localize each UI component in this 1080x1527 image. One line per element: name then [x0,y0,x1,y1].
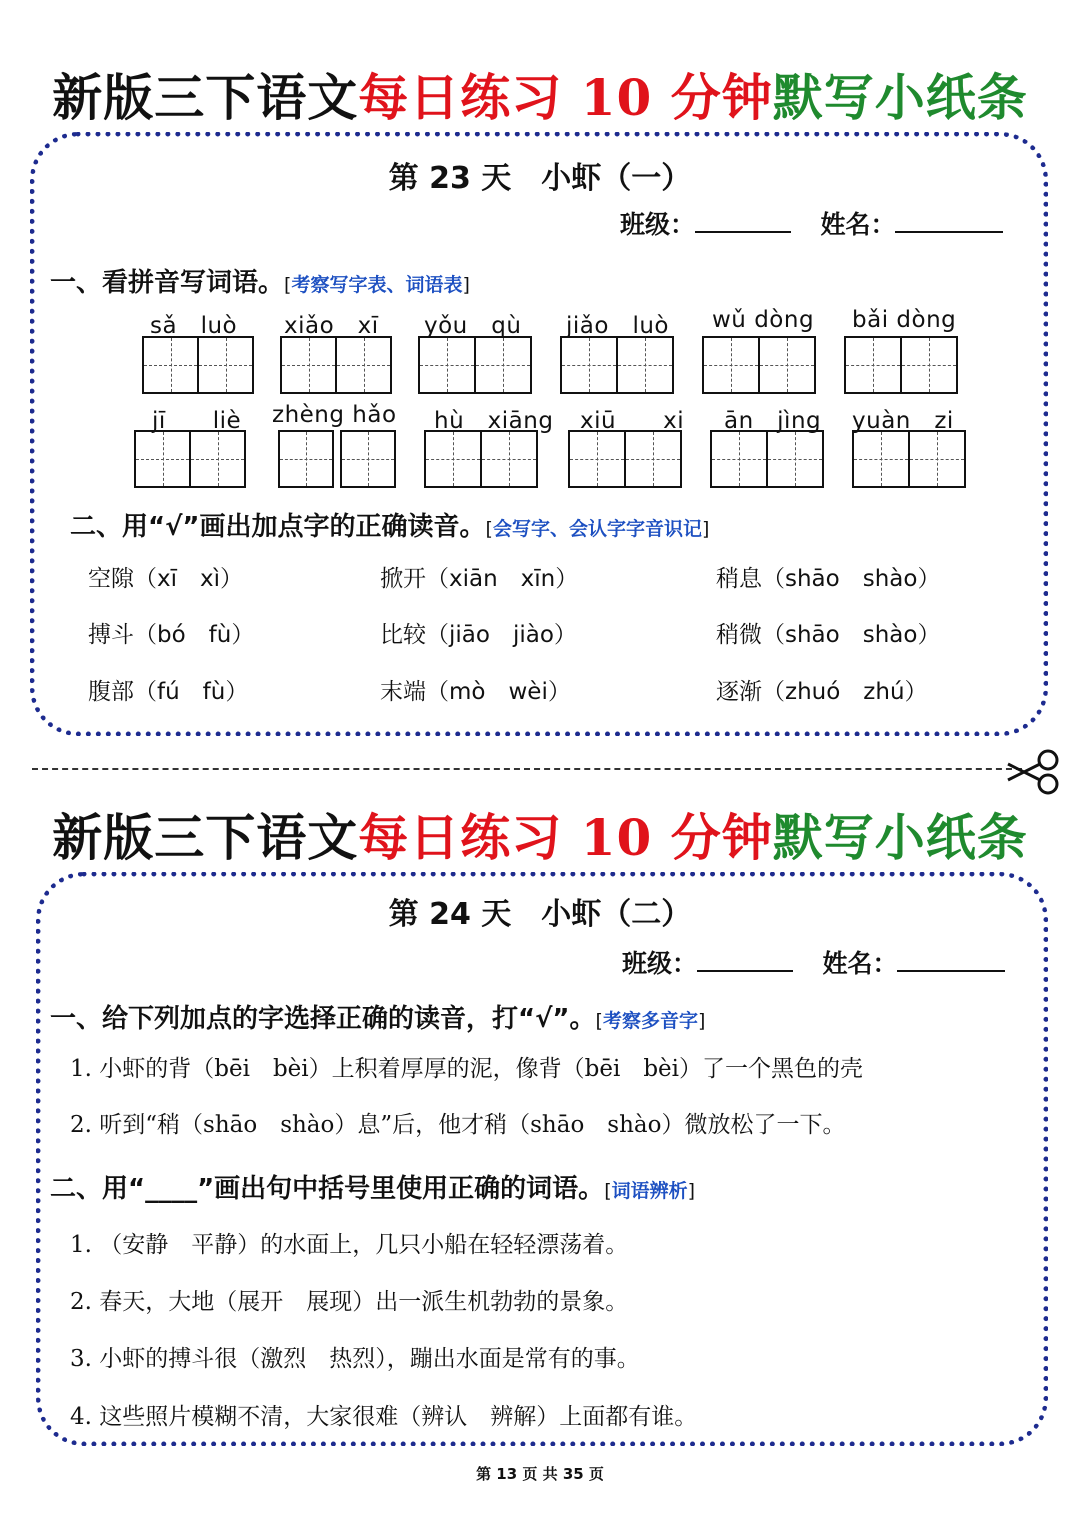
cut-line [32,768,1022,770]
writing-grid[interactable] [278,430,334,488]
writing-grid[interactable] [280,336,392,394]
tag-bracket: ] [687,1180,696,1202]
section1-tag: 考察写字表、词语表 [291,274,463,296]
pinyin-label: hù xiāng [434,408,554,434]
item-pinyin-options[interactable]: （shāo shào） [762,566,941,592]
reading-item [88,673,248,706]
name-label: 姓名： [822,949,898,978]
section2-title-text: 二、用“√”画出加点字的正确读音。 [70,512,486,542]
item-word: 逐渐 [716,679,762,705]
scissors-icon [1004,748,1064,796]
item-word: 稍微 [716,622,762,648]
writing-grid[interactable] [142,336,254,394]
header-black-text: 新版三下语文 [52,68,359,127]
class-blank[interactable] [695,227,791,233]
pinyin-label: bǎi dòng [852,307,957,333]
tag-bracket: [ [595,1010,603,1032]
section2-title-text: 二、用“____”画出句中括号里使用正确的词语。 [50,1174,605,1204]
card1-section1-title [50,262,470,299]
header-black-text: 新版三下语文 [52,808,359,867]
header-green-text: 默写小纸条 [772,808,1028,867]
section1-title-text: 一、给下列加点的字选择正确的读音，打“√”。 [50,1004,596,1034]
reading-item [716,560,940,593]
reading-item [88,616,254,649]
item-pinyin-options[interactable]: （shāo shào） [762,622,941,648]
page-header-2 [0,798,1080,870]
card2-title: 第 24 天 小虾（二） [388,897,692,932]
word-choice-item[interactable]: 4. 这些照片模糊不清，大家很难（辨认 辨解）上面都有谁。 [70,1404,698,1430]
item-word: 比较 [380,622,426,648]
card1-class-name-row [620,205,1003,241]
polyphone-item[interactable]: 1. 小虾的背（bēi bèi）上积着厚厚的泥，像背（bēi bèi）了一个黑色的壳 [70,1056,864,1082]
class-label: 班级： [622,949,698,978]
pinyin-label: sǎ luò [150,313,238,339]
writing-grid[interactable] [424,430,538,488]
page-number: 第 13 页 共 35 页 [476,1465,604,1483]
item-pinyin-options[interactable]: （fú fù） [134,679,249,705]
item-word: 搏斗 [88,622,134,648]
word-choice-item[interactable]: 3. 小虾的搏斗很（激烈 热烈），蹦出水面是常有的事。 [70,1346,640,1372]
card2-section2-title [50,1168,695,1205]
section1-title-text: 一、看拼音写词语。 [50,268,285,298]
pinyin-label: ān jìng [724,408,822,434]
class-blank[interactable] [697,966,793,972]
name-label: 姓名： [820,210,896,239]
writing-grid[interactable] [134,430,246,488]
word-choice-item[interactable]: 2. 春天，大地（展开 展现）出一派生机勃勃的景象。 [70,1289,629,1315]
writing-grid[interactable] [568,430,682,488]
card1-section2-title [70,506,709,543]
header-green-text: 默写小纸条 [772,68,1028,127]
tag-bracket: [ [604,1180,612,1202]
writing-grid[interactable] [844,336,958,394]
item-word: 空隙 [88,566,134,592]
card2-class-name-row [622,944,1005,980]
item-pinyin-options[interactable]: （xī xì） [134,566,244,592]
item-word: 末端 [380,679,426,705]
card2-section1-title [50,998,705,1035]
name-blank[interactable] [897,966,1005,972]
reading-item [716,673,928,706]
item-word: 腹部 [88,679,134,705]
writing-grid[interactable] [852,430,966,488]
pinyin-label: xiū xi [580,408,685,434]
header-red-text: 每日练习 10 分钟 [358,68,773,127]
pinyin-label: xiǎo xī [284,313,379,339]
class-label: 班级： [620,210,696,239]
item-pinyin-options[interactable]: （jiāo jiào） [426,622,577,648]
writing-grid[interactable] [560,336,674,394]
page-header-1 [0,58,1080,130]
pinyin-label: jī liè [152,408,242,434]
reading-item [88,560,243,593]
name-blank[interactable] [895,227,1003,233]
tag-bracket: ] [462,274,470,296]
pinyin-label: yuàn zi [852,408,954,434]
card1-title: 第 23 天 小虾（一） [388,161,692,196]
pinyin-label: jiǎo luò [566,313,669,339]
tag-bracket: [ [485,518,493,540]
tag-bracket: [ [284,274,292,296]
reading-item [380,673,571,706]
section2-tag: 会写字、会认字字音识记 [492,518,702,540]
pinyin-label: zhèng hǎo [272,402,397,428]
writing-grid[interactable] [340,430,396,488]
writing-grid[interactable] [418,336,532,394]
item-word: 稍息 [716,566,762,592]
writing-grid[interactable] [702,336,816,394]
item-word: 掀开 [380,566,426,592]
pinyin-label: yǒu qù [424,313,522,339]
tag-bracket: ] [701,518,710,540]
item-pinyin-options[interactable]: （xiān xīn） [426,566,579,592]
section1-tag: 考察多音字 [602,1010,698,1032]
tag-bracket: ] [697,1010,706,1032]
reading-item [380,616,577,649]
reading-item [380,560,578,593]
polyphone-item[interactable]: 2. 听到“稍（shāo shào）息”后，他才稍（shāo shào）微放松了一下。 [70,1112,846,1138]
item-pinyin-options[interactable]: （zhuó zhú） [762,679,928,705]
writing-grid[interactable] [710,430,824,488]
header-red-text: 每日练习 10 分钟 [358,808,773,867]
word-choice-item[interactable]: 1. （安静 平静）的水面上，几只小船在轻轻漂荡着。 [70,1232,629,1258]
reading-item [716,616,940,649]
pinyin-label: wǔ dòng [712,307,815,333]
section2-tag: 词语辨析 [611,1180,688,1202]
item-pinyin-options[interactable]: （bó fù） [134,622,255,648]
item-pinyin-options[interactable]: （mò wèi） [426,679,571,705]
